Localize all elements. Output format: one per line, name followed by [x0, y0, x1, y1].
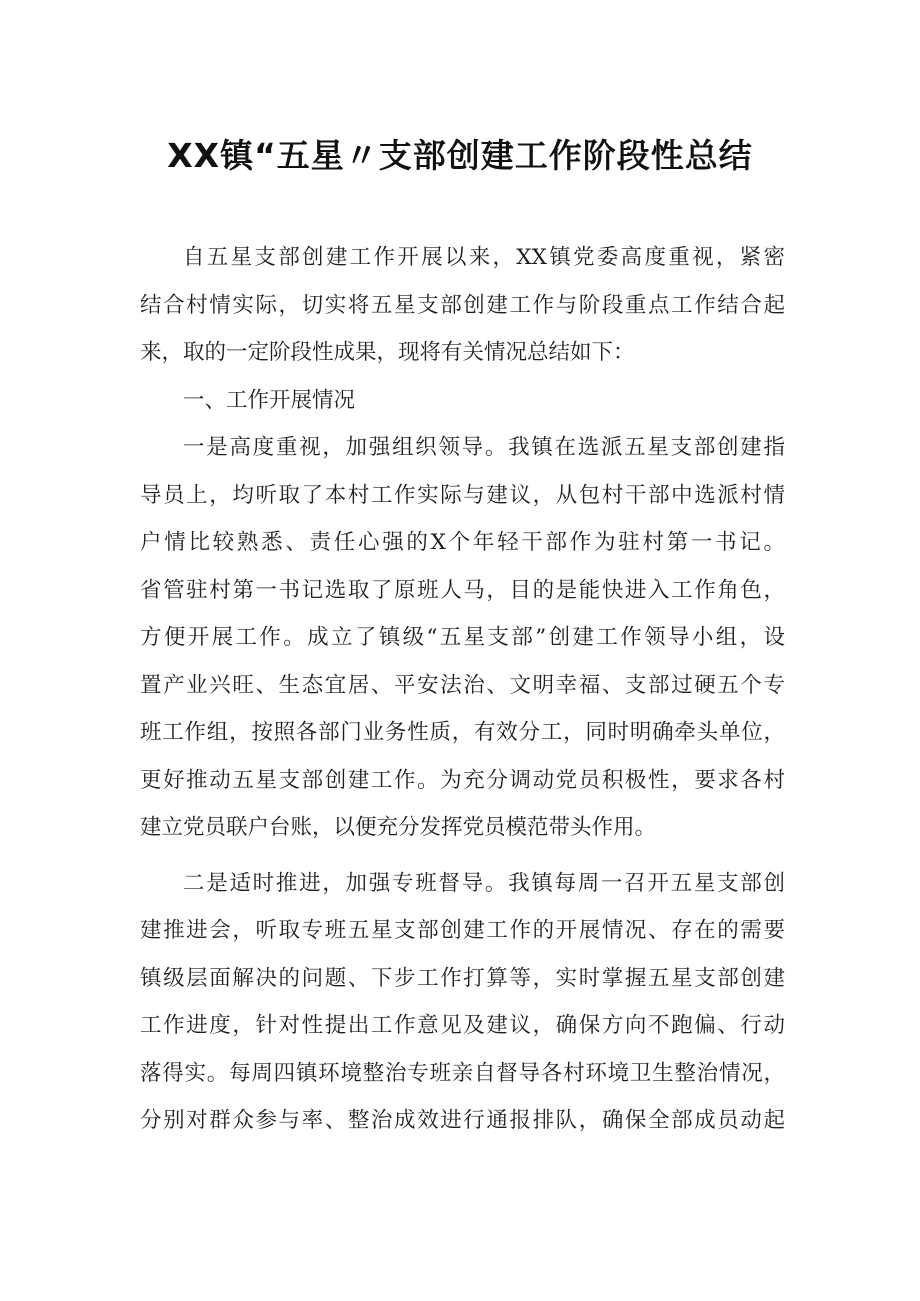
body-line: 一是高度重视，加强组织领导。我镇在选派五星支部创建指	[183, 435, 785, 460]
document-body	[140, 234, 785, 1145]
body-line: 来，取的一定阶段性成果，现将有关情况总结如下：	[140, 340, 635, 365]
body-line: 建立党员联户台账，以便充分发挥党员模范带头作用。	[140, 815, 657, 840]
body-line: 省管驻村第一书记选取了原班人马，目的是能快进入工作角色，	[140, 577, 785, 603]
body-line: 工作进度，针对性提出工作意见及建议，确保方向不跑偏、行动	[140, 1013, 785, 1038]
section-heading: 一、工作开展情况	[183, 387, 356, 413]
body-line: 镇级层面解决的问题、下步工作打算等，实时掌握五星支部创建	[140, 965, 785, 991]
body-line: 建推进会，听取专班五星支部创建工作的开展情况、存在的需要	[140, 918, 785, 943]
paragraph-gap	[140, 852, 785, 860]
body-line: 更好推动五星支部创建工作。为充分调动党员积极性，要求各村	[140, 767, 785, 793]
body-line: 落得实。每周四镇环境整治专班亲自督导各村环境卫生整治情况，	[140, 1060, 785, 1086]
body-line: 自五星支部创建工作开展以来，XX镇党委高度重视，紧密	[183, 245, 785, 270]
body-line: 置产业兴旺、生态宜居、平安法治、文明幸福、支部过硬五个专	[140, 672, 785, 698]
body-line: 方便开展工作。成立了镇级“五星支部”创建工作领导小组，设	[140, 625, 785, 650]
body-line: 导员上，均听取了本村工作实际与建议，从包村干部中选派村情	[140, 482, 785, 508]
body-line: 分别对群众参与率、整治成效进行通报排队，确保全部成员动起	[140, 1108, 785, 1133]
body-line: 二是适时推进，加强专班督导。我镇每周一召开五星支部创	[183, 870, 785, 896]
document-title: XX镇“五星〃支部创建工作阶段性总结	[167, 136, 753, 175]
body-line: 结合村情实际，切实将五星支部创建工作与阶段重点工作结合起	[140, 292, 785, 318]
body-line: 班工作组，按照各部门业务性质，有效分工，同时明确牵头单位，	[140, 720, 785, 745]
body-line: 户情比较熟悉、责任心强的X个年轻干部作为驻村第一书记。	[140, 530, 785, 555]
